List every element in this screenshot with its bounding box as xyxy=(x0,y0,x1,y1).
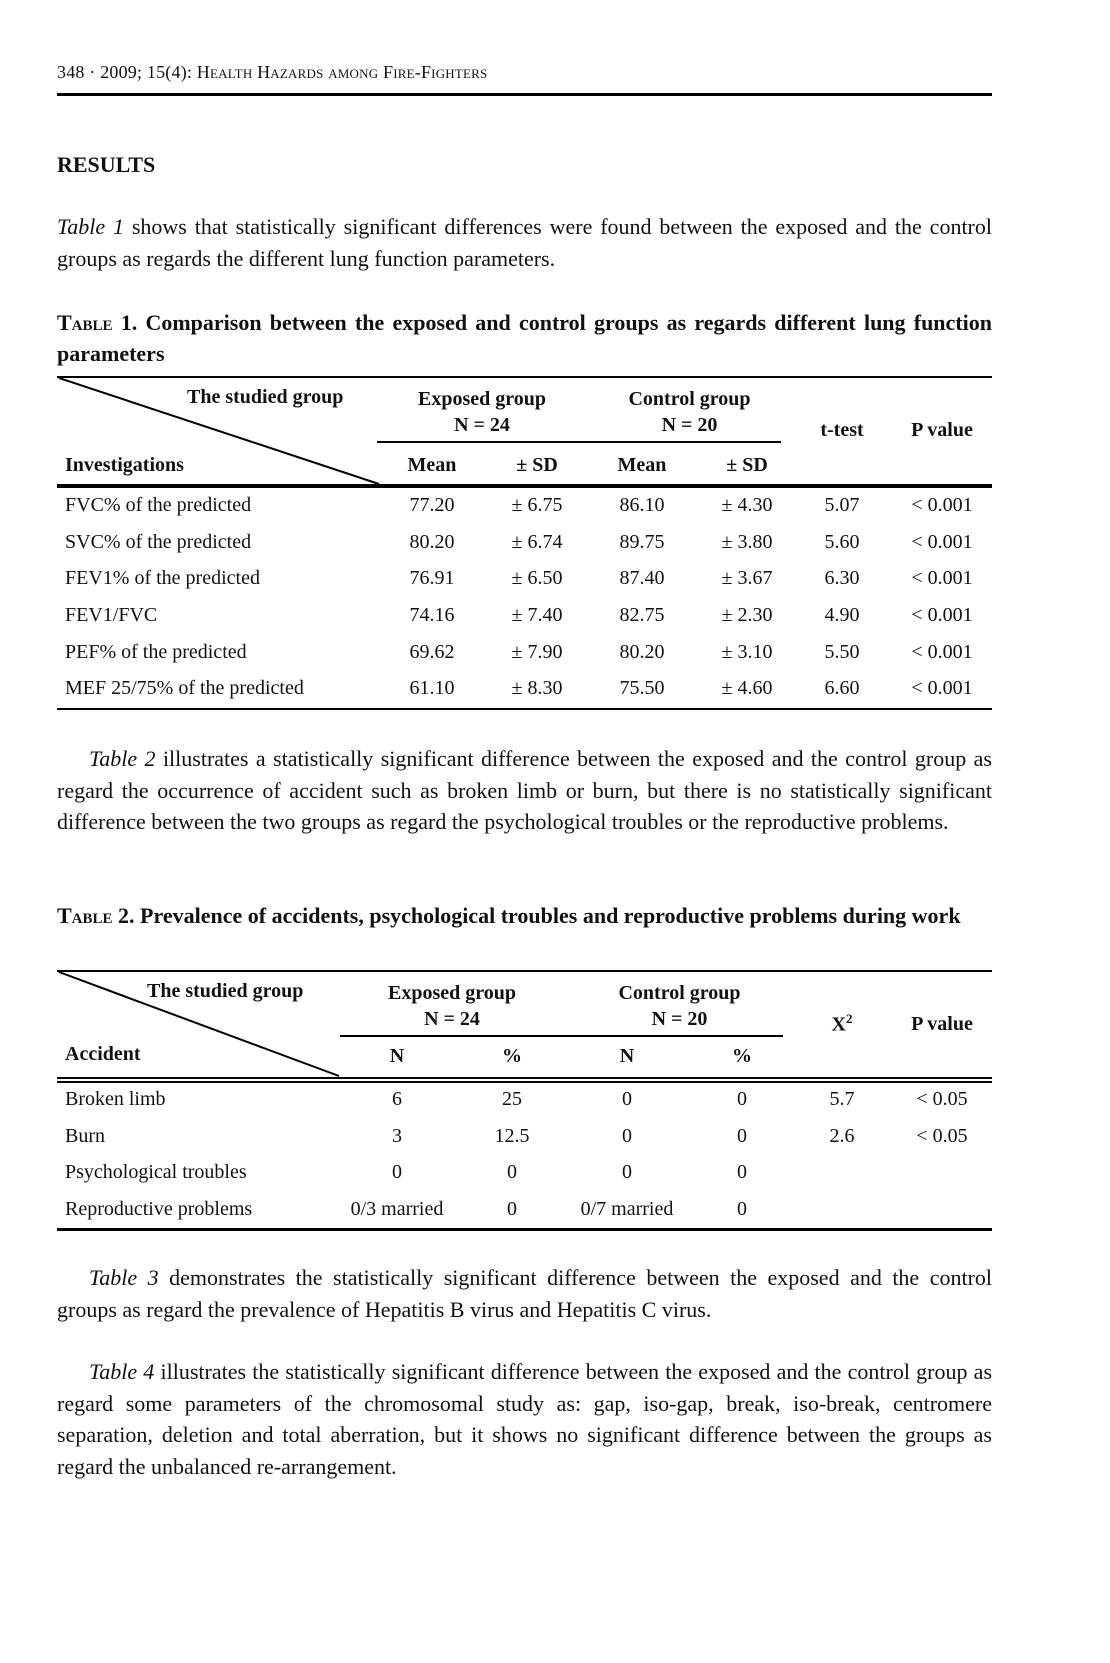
table2-group-rule xyxy=(340,1035,783,1037)
table1-p-header: P value xyxy=(911,419,973,441)
table1-label: Table 1. xyxy=(57,310,138,335)
paragraph-4 xyxy=(57,1356,992,1482)
paragraph-text: illustrates a statistically significant difference between the exposed and the control group as regard the occurrence of accident such as broken limb or burn, but there is no statistically significant difference between the two groups as regard the psychological troubles or the reproductive problems. xyxy=(57,746,992,834)
table-ref: Table 3 xyxy=(89,1265,159,1290)
table2-corner-top: The studied group xyxy=(147,980,304,1002)
paragraph-1 xyxy=(57,211,992,274)
paragraph-2 xyxy=(57,743,992,838)
table2-label: Table 2. xyxy=(57,903,135,928)
table1-ttest-header: t-test xyxy=(820,419,864,441)
paragraph-text: demonstrates the statistically significant difference between the exposed and the control groups as regard the prevalence of Hepatitis B virus and Hepatitis C virus. xyxy=(57,1265,993,1322)
table1-caption-text: Comparison between the exposed and control groups as regards different lung function parameters xyxy=(57,310,992,366)
table2: The studied group Accident Exposed group N = 24 Control group N = 20 $X^2$ P value N % N % Broken limb 6 25 0 0 5.7 < 0.05 Burn 3 12.5 0 0 2.6 < 0.05 Psychological troubles 0 0 0 0 Reproductive problems 0/3 married 0 0/7 married 0 xyxy=(57,970,992,1232)
table2-bottom-rule xyxy=(57,1228,992,1231)
running-head-prefix: 348 · 2009; 15(4): xyxy=(57,62,197,82)
table-ref: Table 2 xyxy=(89,746,156,771)
table2-exposed-header: Exposed group N = 24 xyxy=(387,982,516,1030)
table2-chi-header: $X^2$ xyxy=(831,1011,853,1036)
table2-control-header: Control group N = 20 xyxy=(618,982,741,1030)
table1-corner-bottom: Investigations xyxy=(65,454,184,476)
table1-corner-top: The studied group xyxy=(187,386,344,408)
table1: The studied group Investigations Exposed group N = 24 Control group N = 20 t-test P value Mean ± SD Mean ± SD FVC% of the predicted 77.20 ± 6.75 86.10 ± 4.30 5.07 < 0.001 SVC% of the predicted 80.20 ± 6.74 89.75 ± 3.80 5.60 < 0.001 FEV1% of the predicted 76.91 ± 6.50 87.40 ± 3.67 6.30 < 0.001 FEV1/FVC 74.16 ± 7.40 82.75 ± 2.30 4.90 < 0.001 PEF% of the predicted 69.62 ± 7.90 80.20 ± 3.10 5.50 < 0.001 MEF 25/75% of the predicted 61.10 ± 8.30 75.50 ± 4.60 6.60 < 0.001 xyxy=(57,376,992,712)
table1-header-rule xyxy=(57,484,992,488)
table2-exp-pct-header: % xyxy=(502,1045,522,1067)
table1-ctl-mean-header: Mean xyxy=(617,454,667,476)
table2-header-rule xyxy=(57,1077,992,1083)
running-head xyxy=(57,62,487,83)
paragraph-3 xyxy=(57,1262,992,1325)
table1-exp-mean-header: Mean xyxy=(407,454,457,476)
table1-exp-sd-header: ± SD xyxy=(516,454,558,476)
section-title: RESULTS xyxy=(57,152,156,177)
table2-p-header: P value xyxy=(911,1013,973,1035)
table1-bottom-rule xyxy=(57,708,992,710)
running-head-title: Health Hazards among Fire-Fighters xyxy=(196,62,488,82)
table2-caption-text: Prevalence of accidents, psychological troubles and reproductive problems during work xyxy=(134,903,961,928)
table1-ctl-sd-header: ± SD xyxy=(726,454,768,476)
table2-corner-bottom: Accident xyxy=(65,1043,141,1065)
table2-ctl-n-header: N xyxy=(619,1045,635,1067)
table-ref: Table 4 xyxy=(89,1359,155,1384)
table1-group-rule xyxy=(377,441,781,443)
table1-control-header: Control group N = 20 xyxy=(628,388,751,436)
paragraph-text: shows that statistically significant differences were found between the exposed and the control groups as regards the different lung function parameters. xyxy=(57,214,993,271)
table-ref: Table 1 xyxy=(57,214,124,239)
table2-ctl-pct-header: % xyxy=(732,1045,752,1067)
paragraph-text: illustrates the statistically significant difference between the exposed and the control group as regard some parameters of the chromosomal study as: gap, iso-gap, break, iso-break, centromere separation, deletion and total aberration, but it shows no significant difference between the groups as regard the unbalanced re-arrangement. xyxy=(57,1359,993,1479)
table1-exposed-header: Exposed group N = 24 xyxy=(417,388,546,436)
table2-caption xyxy=(57,900,992,931)
table1-caption xyxy=(57,307,992,369)
table2-exp-n-header: N xyxy=(389,1045,405,1067)
header-rule xyxy=(57,93,992,96)
